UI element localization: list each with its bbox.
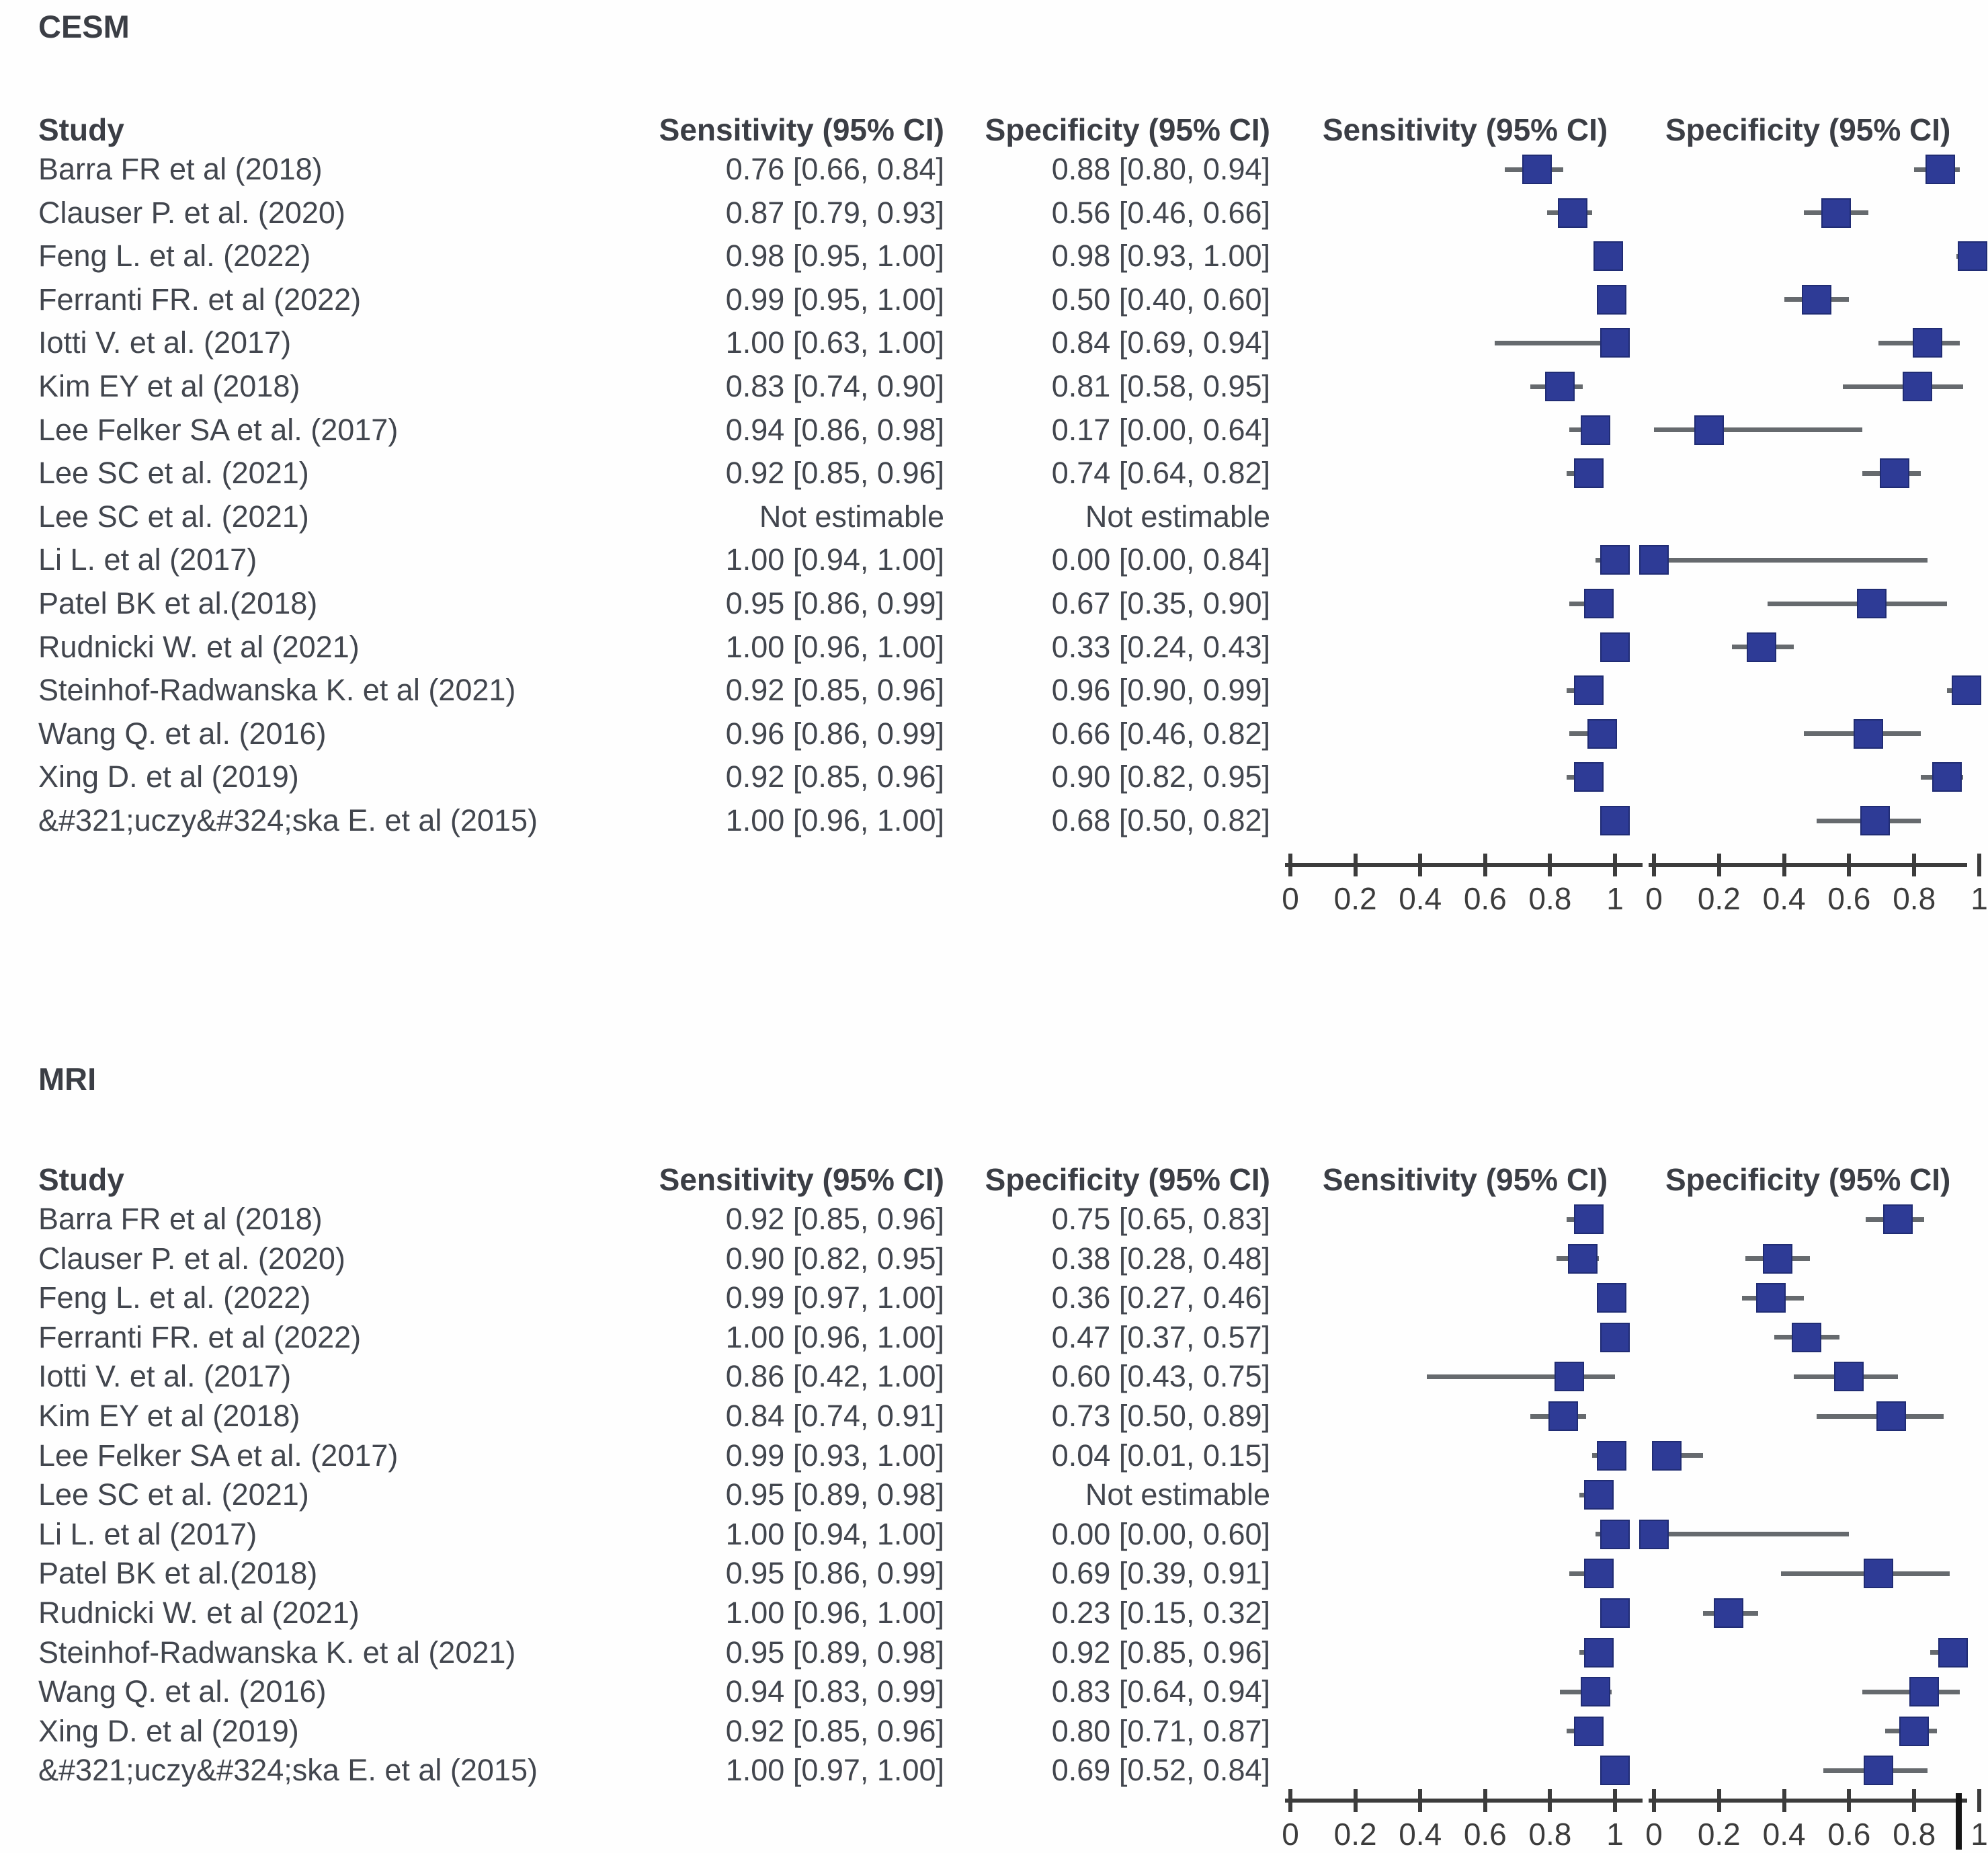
forest-marker [1584,589,1614,618]
specificity-value: 0.68 [0.50, 0.82] [1051,803,1270,837]
sensitivity-value: 0.86 [0.42, 1.00] [725,1359,944,1394]
study-label: &#321;uczy&#324;ska E. et al (2015) [38,803,538,837]
specificity-value: 0.23 [0.15, 0.32] [1051,1596,1270,1630]
sensitivity-value: 1.00 [0.63, 1.00] [725,325,944,360]
study-label: Lee SC et al. (2021) [38,456,309,491]
axis-line [1649,863,1967,867]
study-label: Iotti V. et al. (2017) [38,1359,292,1394]
forest-marker [1864,1559,1893,1588]
axis-tick-label: 1 [1971,1817,1988,1852]
forest-marker [1568,1244,1598,1274]
specificity-value: 0.50 [0.40, 0.60] [1051,282,1270,317]
mri-sensitivity-plot-header: Sensitivity (95% CI) [1322,1162,1608,1197]
specificity-value: 0.38 [0.28, 0.48] [1051,1241,1270,1276]
forest-marker [1600,806,1630,835]
study-label: Patel BK et al.(2018) [38,586,318,620]
forest-marker [1600,632,1630,662]
forest-marker [1756,1283,1786,1313]
specificity-value: 0.83 [0.64, 0.94] [1051,1674,1270,1709]
forest-marker [1600,1756,1630,1785]
forest-marker [1925,155,1955,184]
specificity-value: Not estimable [1085,1477,1270,1512]
specificity-value: 0.75 [0.65, 0.83] [1051,1202,1270,1236]
study-label: Rudnicki W. et al (2021) [38,1596,360,1630]
sensitivity-value: 1.00 [0.96, 1.00] [725,1596,944,1630]
sensitivity-value: 0.84 [0.74, 0.91] [725,1399,944,1433]
study-label: Feng L. et al. (2022) [38,1280,311,1315]
sensitivity-value: 0.99 [0.93, 1.00] [725,1438,944,1473]
axis-tick [1548,854,1552,876]
axis-tick-label: 0.4 [1762,1817,1806,1852]
forest-marker [1903,372,1932,401]
forest-marker [1600,1520,1630,1549]
forest-marker [1821,198,1851,228]
forest-marker [1857,589,1887,618]
study-label: Iotti V. et al. (2017) [38,325,292,360]
forest-marker [1763,1244,1792,1274]
axis-tick-label: 0.2 [1333,881,1377,916]
sensitivity-value: 0.98 [0.95, 1.00] [725,239,944,274]
forest-marker [1694,415,1724,445]
sensitivity-value: 1.00 [0.94, 1.00] [725,1516,944,1551]
specificity-value: 0.69 [0.39, 0.91] [1051,1556,1270,1591]
forest-marker [1864,1756,1893,1785]
forest-marker [1597,1441,1626,1471]
axis-tick-label: 1 [1971,881,1988,916]
axis-tick [1652,854,1656,876]
sensitivity-value: 0.92 [0.85, 0.96] [725,1713,944,1748]
forest-marker [1600,545,1630,575]
study-label: Ferranti FR. et al (2022) [38,1319,362,1354]
specificity-value: 0.36 [0.27, 0.46] [1051,1280,1270,1315]
cesm-sensitivity-plot-header: Sensitivity (95% CI) [1322,112,1608,147]
forest-marker [1639,1520,1669,1549]
axis-tick-label: 0.2 [1697,881,1741,916]
sensitivity-value: 1.00 [0.94, 1.00] [725,542,944,577]
sensitivity-value: 0.99 [0.97, 1.00] [725,1280,944,1315]
axis-line [1285,1799,1643,1803]
ci-whisker [1495,341,1615,345]
axis-tick [1717,854,1721,876]
study-label: Lee SC et al. (2021) [38,1477,309,1512]
specificity-value: 0.73 [0.50, 0.89] [1051,1399,1270,1433]
forest-marker [1593,241,1623,271]
axis-tick-label: 0.4 [1762,881,1806,916]
forest-marker [1952,675,1981,705]
forest-marker [1587,719,1617,749]
study-label: Clauser P. et al. (2020) [38,195,345,230]
sensitivity-value: 0.95 [0.89, 0.98] [725,1635,944,1670]
sensitivity-value: 1.00 [0.96, 1.00] [725,1319,944,1354]
study-label: Li L. et al (2017) [38,542,257,577]
study-label: Li L. et al (2017) [38,1516,257,1551]
specificity-value: 0.00 [0.00, 0.60] [1051,1516,1270,1551]
axis-tick-label: 0.6 [1827,881,1871,916]
axis-tick-label: 0 [1645,881,1663,916]
study-label: Steinhof-Radwanska K. et al (2021) [38,1635,516,1670]
study-label: Kim EY et al (2018) [38,369,300,403]
specificity-value: 0.96 [0.90, 0.99] [1051,673,1270,708]
mri-sensitivity-values-header: Sensitivity (95% CI) [659,1162,944,1197]
forest-marker [1876,1401,1906,1431]
forest-marker [1792,1323,1821,1352]
study-label: Patel BK et al.(2018) [38,1556,318,1591]
forest-marker [1548,1401,1578,1431]
axis-tick [1912,1789,1916,1812]
forest-marker [1558,198,1587,228]
forest-marker [1747,632,1776,662]
forest-marker [1584,1480,1614,1510]
sensitivity-value: 0.96 [0.86, 0.99] [725,716,944,751]
study-label: Rudnicki W. et al (2021) [38,629,360,664]
axis-tick [1483,1789,1487,1812]
cesm-study-column-header: Study [38,112,124,147]
sensitivity-value: 0.83 [0.74, 0.90] [725,369,944,403]
study-label: Ferranti FR. et al (2022) [38,282,362,317]
forest-marker [1574,458,1604,488]
forest-marker [1574,1204,1604,1234]
study-label: Barra FR et al (2018) [38,1202,323,1236]
axis-tick [1977,1789,1981,1812]
specificity-value: 0.88 [0.80, 0.94] [1051,152,1270,186]
sensitivity-value: 1.00 [0.96, 1.00] [725,803,944,837]
specificity-value: 0.04 [0.01, 0.15] [1051,1438,1270,1473]
forest-marker [1574,1717,1604,1746]
sensitivity-value: 0.99 [0.95, 1.00] [725,282,944,317]
forest-marker [1600,1323,1630,1352]
sensitivity-value: 0.92 [0.85, 0.96] [725,759,944,794]
axis-tick-label: 0.6 [1827,1817,1871,1852]
sensitivity-value: 0.95 [0.86, 0.99] [725,586,944,620]
study-label: Xing D. et al (2019) [38,1713,299,1748]
forest-marker [1522,155,1552,184]
ci-whisker [1427,1374,1615,1379]
cesm-sensitivity-values-header: Sensitivity (95% CI) [659,112,944,147]
sensitivity-value: 0.76 [0.66, 0.84] [725,152,944,186]
axis-tick-label: 0.4 [1399,881,1442,916]
study-label: Lee Felker SA et al. (2017) [38,412,399,447]
axis-tick [1782,1789,1786,1812]
axis-tick [1483,854,1487,876]
study-label: Steinhof-Radwanska K. et al (2021) [38,673,516,708]
axis-tick-label: 0 [1645,1817,1663,1852]
specificity-value: 0.92 [0.85, 0.96] [1051,1635,1270,1670]
specificity-value: Not estimable [1085,499,1270,534]
specificity-value: 0.66 [0.46, 0.82] [1051,716,1270,751]
forest-marker [1597,285,1626,315]
axis-tick-label: 0 [1282,1817,1299,1852]
specificity-value: 0.17 [0.00, 0.64] [1051,412,1270,447]
axis-tick-label: 0.8 [1893,1817,1936,1852]
specificity-value: 0.74 [0.64, 0.82] [1051,456,1270,491]
axis-tick-label: 0.2 [1333,1817,1377,1852]
specificity-value: 0.69 [0.52, 0.84] [1051,1753,1270,1788]
sensitivity-value: 0.94 [0.83, 0.99] [725,1674,944,1709]
ci-whisker [1654,1532,1849,1536]
cesm-section-title: CESM [38,9,130,44]
specificity-value: 0.67 [0.35, 0.90] [1051,586,1270,620]
forest-marker [1802,285,1831,315]
forest-marker [1860,806,1890,835]
study-label: Xing D. et al (2019) [38,759,299,794]
specificity-value: 0.80 [0.71, 0.87] [1051,1713,1270,1748]
axis-tick [1288,1789,1292,1812]
study-label: Wang Q. et al. (2016) [38,716,327,751]
axis-tick [1288,854,1292,876]
axis-tick [1418,854,1422,876]
sensitivity-value: 0.92 [0.85, 0.96] [725,456,944,491]
axis-line [1649,1799,1967,1803]
forest-marker [1899,1717,1929,1746]
axis-tick [1847,1789,1851,1812]
mri-section-title: MRI [38,1061,97,1097]
specificity-value: 0.33 [0.24, 0.43] [1051,629,1270,664]
forest-marker [1932,762,1962,792]
axis-tick [1912,854,1916,876]
forest-marker [1581,1677,1610,1706]
specificity-value: 0.81 [0.58, 0.95] [1051,369,1270,403]
specificity-value: 0.98 [0.93, 1.00] [1051,239,1270,274]
forest-marker [1600,328,1630,358]
forest-marker [1600,1598,1630,1628]
axis-tick [1782,854,1786,876]
cesm-specificity-values-header: Specificity (95% CI) [985,112,1270,147]
specificity-value: 0.00 [0.00, 0.84] [1051,542,1270,577]
forest-marker [1958,241,1987,271]
axis-tick [1418,1789,1422,1812]
specificity-value: 0.47 [0.37, 0.57] [1051,1319,1270,1354]
axis-tick-label: 0.6 [1463,1817,1507,1852]
specificity-value: 0.60 [0.43, 0.75] [1051,1359,1270,1394]
axis-tick [1548,1789,1552,1812]
axis-tick [1847,854,1851,876]
study-label: Kim EY et al (2018) [38,1399,300,1433]
cesm-specificity-plot-header: Specificity (95% CI) [1665,112,1951,147]
specificity-value: 0.56 [0.46, 0.66] [1051,195,1270,230]
forest-marker [1584,1559,1614,1588]
mri-specificity-plot-header: Specificity (95% CI) [1665,1162,1951,1197]
axis-tick-label: 1 [1606,1817,1624,1852]
forest-marker [1581,415,1610,445]
axis-tick-label: 1 [1606,881,1624,916]
forest-marker [1597,1283,1626,1313]
sensitivity-value: 0.90 [0.82, 0.95] [725,1241,944,1276]
forest-marker [1854,719,1883,749]
study-label: Clauser P. et al. (2020) [38,1241,345,1276]
sensitivity-value: 0.87 [0.79, 0.93] [725,195,944,230]
axis-tick [1613,854,1617,876]
axis-tick [1354,1789,1358,1812]
sensitivity-value: 0.95 [0.89, 0.98] [725,1477,944,1512]
axis-tick [1652,1789,1656,1812]
forest-marker [1913,328,1942,358]
study-label: Feng L. et al. (2022) [38,239,311,274]
specificity-value: 0.90 [0.82, 0.95] [1051,759,1270,794]
forest-marker [1574,675,1604,705]
forest-marker [1883,1204,1913,1234]
forest-marker [1880,458,1909,488]
forest-marker [1639,545,1669,575]
sensitivity-value: 1.00 [0.97, 1.00] [725,1753,944,1788]
axis-tick-label: 0.8 [1893,881,1936,916]
study-label: Lee Felker SA et al. (2017) [38,1438,399,1473]
forest-marker [1584,1638,1614,1667]
mri-study-column-header: Study [38,1162,124,1197]
axis-tick [1354,854,1358,876]
axis-tick [1613,1789,1617,1812]
study-label: Lee SC et al. (2021) [38,499,309,534]
sensitivity-value: Not estimable [759,499,944,534]
axis-tick-label: 0.2 [1697,1817,1741,1852]
specificity-value: 0.84 [0.69, 0.94] [1051,325,1270,360]
forest-marker [1574,762,1604,792]
cursor-artifact-bar [1956,1793,1962,1850]
sensitivity-value: 0.92 [0.85, 0.96] [725,1202,944,1236]
axis-tick-label: 0.6 [1463,881,1507,916]
axis-tick-label: 0.8 [1528,881,1572,916]
axis-tick-label: 0.4 [1399,1817,1442,1852]
sensitivity-value: 0.92 [0.85, 0.96] [725,673,944,708]
ci-whisker [1654,427,1862,432]
study-label: Wang Q. et al. (2016) [38,1674,327,1709]
forest-marker [1909,1677,1939,1706]
forest-marker [1652,1441,1682,1471]
forest-marker [1714,1598,1743,1628]
forest-marker [1938,1638,1968,1667]
mri-specificity-values-header: Specificity (95% CI) [985,1162,1270,1197]
study-label: &#321;uczy&#324;ska E. et al (2015) [38,1753,538,1788]
study-label: Barra FR et al (2018) [38,152,323,186]
axis-tick [1977,854,1981,876]
axis-tick [1717,1789,1721,1812]
forest-marker [1834,1362,1864,1391]
forest-marker [1555,1362,1584,1391]
sensitivity-value: 0.95 [0.86, 0.99] [725,1556,944,1591]
sensitivity-value: 0.94 [0.86, 0.98] [725,412,944,447]
ci-whisker [1654,558,1928,563]
sensitivity-value: 1.00 [0.96, 1.00] [725,629,944,664]
forest-marker [1545,372,1575,401]
axis-tick-label: 0.8 [1528,1817,1572,1852]
axis-tick-label: 0 [1282,881,1299,916]
axis-line [1285,863,1643,867]
